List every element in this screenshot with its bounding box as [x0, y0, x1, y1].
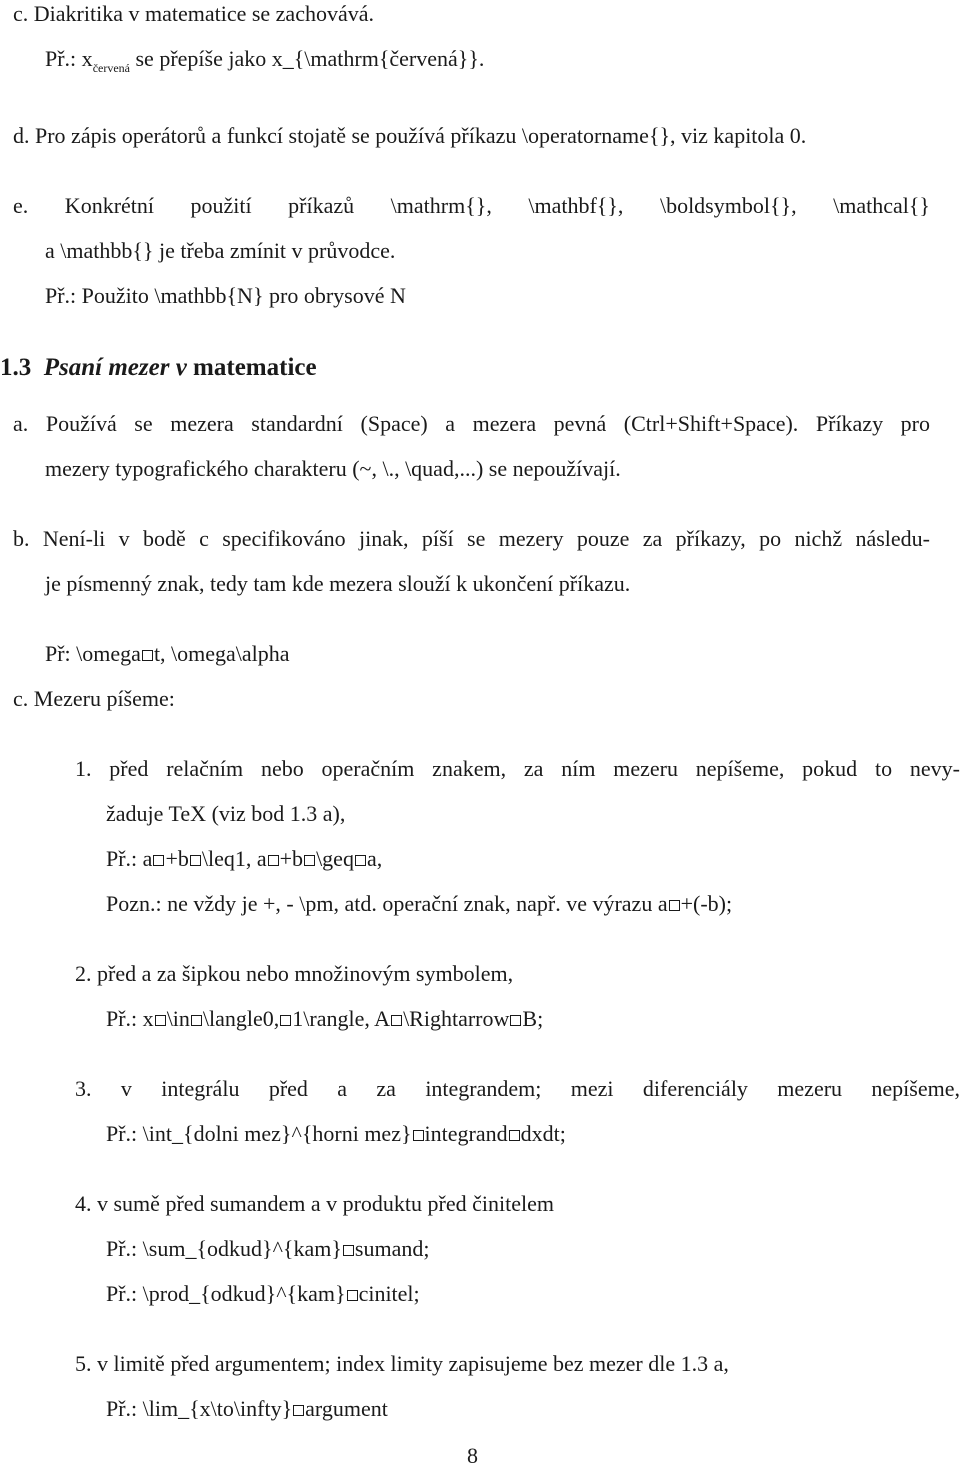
- item-3-example: [106, 1120, 566, 1148]
- section-b-example: [45, 640, 290, 668]
- example-part: \geq: [316, 846, 354, 871]
- space-box-icon: [391, 1015, 402, 1026]
- page-number: 8: [467, 1443, 478, 1468]
- heading-1-3: [0, 354, 317, 382]
- example-part: Př.: \sum_{odkud}^{kam}: [106, 1236, 342, 1261]
- heading-number: 1.3: [0, 354, 32, 381]
- example-part: \in: [166, 1006, 190, 1031]
- space-box-icon: [268, 855, 279, 866]
- space-box-icon: [155, 1015, 166, 1026]
- item-1-note: [106, 890, 732, 918]
- example-part: \leq1, a: [201, 846, 267, 871]
- space-box-icon: [190, 855, 201, 866]
- item-3-line1: 3. v integrálu před a za integrandem; mezi diferenciály mezeru nepíšeme,: [75, 1076, 960, 1101]
- section-e-line1: e. Konkrétní použití příkazů \mathrm{}, \mathbf{}, \boldsymbol{}, \mathcal{}: [13, 193, 930, 218]
- space-box-icon: [280, 1015, 291, 1026]
- example-part: a,: [366, 846, 383, 871]
- item-4-example-prod: [106, 1280, 420, 1308]
- section-a-line2: mezery typografického charakteru (~, \., \quad,...) se nepoužívají.: [45, 456, 621, 481]
- space-box-icon: [343, 1245, 354, 1256]
- space-box-icon: [304, 855, 315, 866]
- example-part: Př.: \int_{dolni mez}^{horni mez}: [106, 1121, 412, 1146]
- space-box-icon: [669, 900, 680, 911]
- example-part: \langle0,: [202, 1006, 280, 1031]
- example-part: argument: [305, 1396, 388, 1421]
- section-b-line1: b. Není-li v bodě c specifikováno jinak, píší se mezery pouze za příkazy, po nichž následu-: [13, 526, 930, 551]
- example-part: +b: [165, 846, 189, 871]
- item-1-line2: žaduje TeX (viz bod 1.3 a),: [106, 801, 346, 826]
- item-4-line1: 4. v sumě před sumandem a v produktu před činitelem: [75, 1191, 554, 1216]
- example-prefix: Př.: x: [45, 46, 93, 71]
- item-2-line1: 2. před a za šipkou nebo množinovým symbolem,: [75, 961, 514, 986]
- space-box-icon: [355, 855, 366, 866]
- example-subscript: červená: [92, 61, 130, 75]
- item-5-line1: 5. v limitě před argumentem; index limity zapisujeme bez mezer dle 1.3 a,: [75, 1351, 729, 1376]
- example-part: Př.: a: [106, 846, 153, 871]
- example-part: Př.: \lim_{x\to\infty}: [106, 1396, 293, 1421]
- example-part: sumand;: [354, 1236, 430, 1261]
- section-d-text: d. Pro zápis operátorů a funkcí stojatě se používá příkazu \operatorname{}, viz kapitola 0.: [13, 123, 807, 148]
- item-1-line1: 1. před relačním nebo operačním znakem, za ním mezeru nepíšeme, pokud to nevy-: [75, 756, 960, 781]
- item-2-example: [106, 1005, 543, 1033]
- example-part: Př: \omega: [45, 641, 141, 666]
- item-1-example: [106, 845, 382, 873]
- example-part: 1\rangle, A: [292, 1006, 391, 1031]
- section-c-prev-heading: c. Diakritika v matematice se zachovává.: [13, 1, 374, 26]
- section-e-line2: a \mathbb{} je třeba zmínit v průvodce.: [45, 238, 396, 263]
- example-part: Př.: \prod_{odkud}^{kam}: [106, 1281, 346, 1306]
- item-4-example-sum: [106, 1235, 429, 1263]
- example-part: B;: [522, 1006, 544, 1031]
- space-box-icon: [153, 855, 164, 866]
- example-part: Př.: x: [106, 1006, 154, 1031]
- example-part: dxdt;: [520, 1121, 566, 1146]
- section-e-line3: Př.: Použito \mathbb{N} pro obrysové N: [45, 283, 406, 308]
- space-box-icon: [347, 1290, 358, 1301]
- heading-title-italic: Psaní mezer v: [43, 354, 187, 381]
- example-part: +b: [279, 846, 304, 871]
- example-part: t, \omega\alpha: [153, 641, 290, 666]
- example-part: integrand: [424, 1121, 508, 1146]
- example-part: cinitel;: [358, 1281, 420, 1306]
- space-box-icon: [413, 1130, 424, 1141]
- note-part: Pozn.: ne vždy je +, - \pm, atd. operační znak, např. ve výrazu a: [106, 891, 668, 916]
- example-part: \Rightarrow: [403, 1006, 510, 1031]
- space-box-icon: [509, 1130, 520, 1141]
- section-c-heading: c. Mezeru píšeme:: [13, 686, 175, 711]
- space-box-icon: [191, 1015, 202, 1026]
- space-box-icon: [142, 650, 153, 661]
- example-suffix: se přepíše jako x_{\mathrm{červená}}.: [130, 46, 485, 71]
- item-5-example: [106, 1395, 388, 1423]
- space-box-icon: [293, 1405, 304, 1416]
- section-c-prev-example: [45, 45, 484, 82]
- heading-title-rest: matematice: [193, 354, 317, 381]
- note-part: +(-b);: [680, 891, 733, 916]
- section-a-line1: a. Používá se mezera standardní (Space) a mezera pevná (Ctrl+Shift+Space). Příkazy pro: [13, 411, 930, 436]
- space-box-icon: [510, 1015, 521, 1026]
- section-b-line2: je písmenný znak, tedy tam kde mezera slouží k ukončení příkazu.: [45, 571, 631, 596]
